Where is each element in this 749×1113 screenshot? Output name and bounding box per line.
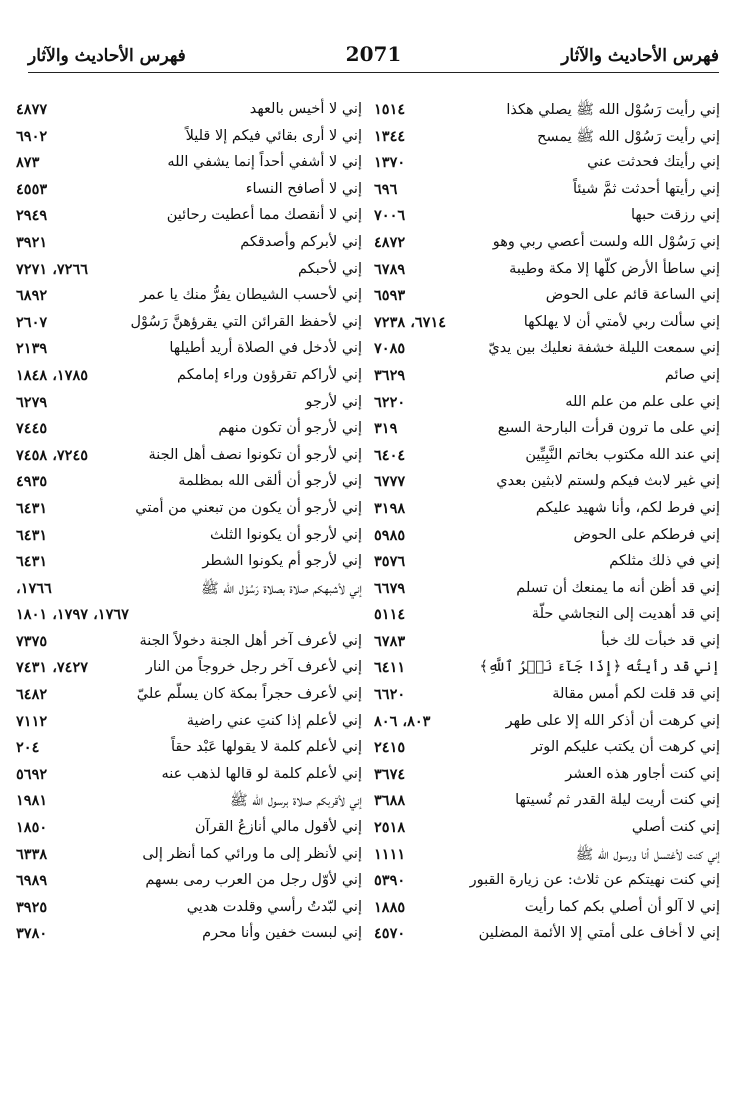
entry-reference: ١٥١٤ bbox=[374, 101, 406, 118]
entry-text: إني فرطكم على الحوض bbox=[573, 526, 720, 543]
entry-text: إني رأيت رَسُوْل الله ﷺ يصلي هكذا bbox=[506, 102, 720, 118]
entry-reference: ٧٢٦٦، ٧٢٧١ bbox=[16, 260, 89, 278]
entry-text: إني رأيتك فحدثت عني bbox=[587, 154, 720, 171]
entry-reference: ٤٨٧٢ bbox=[374, 233, 406, 251]
index-entry bbox=[16, 284, 362, 311]
index-entry bbox=[374, 125, 720, 152]
entry-reference: ٣٦٧٤ bbox=[374, 765, 406, 783]
entry-reference: ٦٤٨٢ bbox=[16, 686, 48, 704]
entry-text: إني غير لابث فيكم ولستم لابثين بعدي bbox=[496, 473, 720, 490]
entry-text: إني لا أنقصك مما أعطيت رحائين bbox=[166, 207, 362, 224]
entry-reference: ٥٦٩٢ bbox=[16, 765, 48, 783]
index-entry bbox=[374, 178, 720, 205]
entry-text: إني لأدخل في الصلاة أريد أطيلها bbox=[169, 340, 362, 357]
entry-text: إني لا آلو أن أصلي بكم كما رأيت bbox=[524, 898, 720, 915]
entry-text: إني لأوّل رجل من العرب رمى بسهم bbox=[145, 872, 362, 889]
entry-reference: ١٧٦٧، ١٧٩٧، ١٨٠١ bbox=[16, 606, 129, 624]
index-entry bbox=[374, 311, 720, 338]
entry-text: إني لأرجو أن ألقى الله بمظلمة bbox=[178, 473, 362, 490]
entry-text: إني لبست خفين وأنا محرم bbox=[202, 925, 362, 942]
entry-reference: ٧٣٧٥ bbox=[16, 632, 48, 650]
entry-text: إني كنت لأغتسل أنا ورسول الله ﷺ bbox=[575, 846, 720, 863]
index-entry bbox=[16, 258, 362, 285]
page-header bbox=[28, 38, 719, 73]
entry-text: إني قد قلت لكم أمس مقالة bbox=[552, 686, 720, 703]
entry-reference: ٤٥٧٠ bbox=[374, 925, 406, 943]
index-entry bbox=[16, 577, 362, 604]
index-entry bbox=[374, 98, 720, 125]
entry-reference: ٣١٩ bbox=[374, 420, 398, 438]
entry-reference: ٦٤٣١ bbox=[16, 526, 48, 544]
entry-text: إني لأعرف آخر أهل الجنة دخولاً الجنة bbox=[139, 632, 362, 649]
index-entry bbox=[374, 258, 720, 285]
entry-text: إني لأقربكم صلاة برسول الله ﷺ bbox=[230, 793, 362, 810]
index-entry bbox=[374, 789, 720, 816]
entry-text: إني كنت أجاور هذه العشر bbox=[565, 765, 720, 782]
entry-reference: ١٨٨٥ bbox=[374, 898, 406, 916]
entry-reference: ٢١٣٩ bbox=[16, 340, 48, 358]
entry-text: إني لأرجو أن يكونوا الثلث bbox=[210, 526, 362, 543]
entry-reference: ٣٦٨٨ bbox=[374, 792, 406, 810]
entry-reference: ٣٥٧٦ bbox=[374, 553, 406, 571]
entry-text: إني لأحسب الشيطان يفرُّ منك يا عمر bbox=[139, 287, 362, 304]
entry-reference: ٦٣٣٨ bbox=[16, 845, 48, 863]
index-entry bbox=[374, 524, 720, 551]
entry-reference: ٧٤٢٧، ٧٤٣١ bbox=[16, 659, 89, 677]
entry-text: إني كرهت أن أذكر الله إلا على طهر bbox=[505, 712, 720, 729]
index-entry bbox=[16, 789, 362, 816]
index-entry bbox=[374, 577, 720, 604]
index-entry bbox=[16, 391, 362, 418]
entry-text: إني لأرجو bbox=[305, 393, 362, 410]
entry-text: إني لأعرف حجراً بمكة كان يسلّم عليّ bbox=[136, 686, 362, 703]
entry-text: إني كرهت أن يكتب عليكم الوتر bbox=[531, 739, 720, 756]
index-entry bbox=[16, 656, 362, 683]
entry-reference: ٢٥١٨ bbox=[374, 819, 406, 837]
entry-text: إني الساعة قائم على الحوض bbox=[545, 287, 720, 304]
entry-reference: ٦٤٠٤ bbox=[374, 446, 406, 464]
index-entry bbox=[16, 763, 362, 790]
entry-text: إني لأقول مالي أنازعُ القرآن bbox=[194, 819, 362, 836]
index-entry bbox=[374, 417, 720, 444]
entry-reference: ٣٩٢١ bbox=[16, 233, 48, 251]
entry-text: إني لأعلم إذا كنتِ عني راضية bbox=[186, 712, 362, 729]
entry-reference: ٦٥٩٣ bbox=[374, 287, 406, 305]
entry-reference: ٢٩٤٩ bbox=[16, 207, 48, 225]
entry-reference: ٦٤٣١ bbox=[16, 553, 48, 571]
entry-reference: ٣٧٨٠ bbox=[16, 925, 48, 943]
index-entry bbox=[16, 497, 362, 524]
entry-text: إني قد أهديت إلى النجاشي حلّة bbox=[531, 606, 720, 623]
entry-text: إني رأيت رَسُوْل الله ﷺ يمسح bbox=[537, 128, 720, 145]
index-entry bbox=[16, 231, 362, 258]
index-entry bbox=[374, 550, 720, 577]
entry-reference: ١٧٨٥، ١٨٤٨ bbox=[16, 366, 89, 384]
entry-reference: ٦٢٧٩ bbox=[16, 393, 48, 411]
index-entry bbox=[374, 763, 720, 790]
index-entry bbox=[374, 337, 720, 364]
index-entry bbox=[374, 710, 720, 737]
entry-reference: ٤٨٧٧ bbox=[16, 101, 48, 118]
index-entry bbox=[374, 470, 720, 497]
entry-reference: ٦٧١٤، ٧٢٣٨ bbox=[374, 313, 447, 331]
entry-reference: ٥٣٩٠ bbox=[374, 872, 406, 890]
entry-text: إني في ذلك مثلكم bbox=[609, 553, 720, 570]
entry-reference: ٦٩٨٩ bbox=[16, 872, 48, 890]
entry-text: إني فرط لكم، وأنا شهيد عليكم bbox=[535, 499, 720, 516]
entry-reference: ١٣٤٤ bbox=[374, 127, 406, 145]
entry-reference: ٧٠٨٥ bbox=[374, 340, 406, 358]
entry-reference: ٤٥٥٣ bbox=[16, 180, 48, 198]
index-entry bbox=[16, 922, 362, 949]
entry-text: إني على علم من علم الله bbox=[565, 393, 720, 410]
entry-text: إني على ما ترون قرأت البارحة السبع bbox=[497, 420, 720, 437]
index-entry bbox=[374, 284, 720, 311]
index-entry bbox=[16, 151, 362, 178]
entry-reference: ٦٨٩٢ bbox=[16, 287, 48, 305]
entry-text: إني لأبركم وأصدقكم bbox=[240, 233, 362, 250]
entry-text: إني سألت ربي لأمتي أن لا يهلكها bbox=[523, 313, 720, 330]
entry-text: إني لأعلم كلمة لا يقولها عَبْد حقاً bbox=[170, 739, 362, 756]
index-entry bbox=[374, 364, 720, 391]
index-entry bbox=[16, 630, 362, 657]
index-entry bbox=[16, 364, 362, 391]
index-entry bbox=[16, 843, 362, 870]
entry-text: إني لأشبهكم صلاة بصلاة رَسُوْل الله ﷺ bbox=[201, 580, 362, 597]
entry-reference: ٣٦٢٩ bbox=[374, 366, 406, 384]
entry-text: إني كنت نهيتكم عن ثلاث: عن زيارة القبور bbox=[469, 872, 720, 889]
header-left-title: فهرس الأحاديث والآثار bbox=[28, 46, 186, 66]
index-entry bbox=[16, 896, 362, 923]
entry-text: إني لأحفظ القرائن التي يقرؤهنَّ رَسُوْل bbox=[130, 313, 362, 330]
entry-reference: ١١١١ bbox=[374, 845, 406, 863]
entry-text: إني لأراكم تقرؤون وراء إمامكم bbox=[177, 366, 362, 383]
entry-text: إني لا أرى بقائي فيكم إلا قليلاً bbox=[185, 127, 362, 144]
entry-reference: ٢٠٤ bbox=[16, 739, 40, 757]
entry-reference: ٨٧٣ bbox=[16, 154, 40, 172]
right-column bbox=[374, 98, 720, 949]
entry-text: إني لا أخاف على أمتي إلا الأئمة المضلين bbox=[478, 925, 720, 942]
index-entry bbox=[374, 603, 720, 630]
entry-reference: ٤٩٣٥ bbox=[16, 473, 48, 491]
entry-text: إني لأعرف آخر رجل خروجاً من النار bbox=[145, 659, 362, 676]
entry-reference: ٧١١٢ bbox=[16, 712, 48, 730]
index-entry bbox=[374, 204, 720, 231]
entry-reference: ٣٩٢٥ bbox=[16, 898, 48, 916]
entry-text: إني لأعلم كلمة لو قالها لذهب عنه bbox=[161, 765, 362, 782]
entry-reference: ٧٤٤٥ bbox=[16, 420, 48, 438]
entry-reference: ٦٧٧٧ bbox=[374, 473, 406, 491]
entry-reference: ١٨٥٠ bbox=[16, 819, 48, 837]
entry-text: إني لبّدتُ رأسي وقلدت هديي bbox=[186, 898, 362, 915]
entry-reference: ١٣٧٠ bbox=[374, 154, 406, 172]
entry-reference: ٦٦٢٠ bbox=[374, 686, 406, 704]
entry-reference: ٦٤٣١ bbox=[16, 499, 48, 517]
index-entry bbox=[16, 178, 362, 205]
entry-reference: ٧٠٠٦ bbox=[374, 207, 406, 225]
entry-reference: ١٧٦٦، bbox=[16, 579, 52, 597]
entry-text: إني رزقت حبها bbox=[631, 207, 720, 224]
index-entry bbox=[16, 417, 362, 444]
entry-reference: ٧٢٤٥، ٧٤٥٨ bbox=[16, 446, 89, 464]
index-entry bbox=[16, 470, 362, 497]
entry-text: إني عند الله مكتوب بخاتم النَّبِيِّين bbox=[525, 446, 720, 463]
index-entry bbox=[16, 816, 362, 843]
entry-reference: ٦٩٠٢ bbox=[16, 127, 48, 145]
index-entry bbox=[374, 391, 720, 418]
index-entry bbox=[374, 497, 720, 524]
index-entry bbox=[16, 125, 362, 152]
entry-reference: ٥٩٨٥ bbox=[374, 526, 406, 544]
index-entry bbox=[374, 656, 720, 683]
index-entry bbox=[374, 736, 720, 763]
header-right-title: فهرس الأحاديث والآثار bbox=[561, 46, 719, 66]
index-entry bbox=[374, 869, 720, 896]
entry-text: إني لأرجو أن تكون منهم bbox=[218, 420, 362, 437]
index-entry bbox=[16, 98, 362, 125]
index-entry bbox=[16, 444, 362, 471]
index-entry bbox=[374, 843, 720, 870]
index-entry bbox=[374, 922, 720, 949]
index-entry bbox=[16, 204, 362, 231]
entry-text: إني سمعت الليلة خشفة نعليك بين يديّ bbox=[488, 340, 720, 357]
index-entry bbox=[374, 630, 720, 657]
entry-text: إني ساطأ الأرض كلّها إلا مكة وطيبة bbox=[509, 260, 720, 277]
entry-text: إني لأرجو أن يكون من تبعني من أمتي bbox=[135, 499, 362, 516]
left-column bbox=[16, 98, 362, 949]
index-entry bbox=[16, 736, 362, 763]
index-entry bbox=[16, 603, 362, 630]
entry-reference: ٨٠٣، ٨٠٦ bbox=[374, 712, 431, 730]
entry-text: إني قد خبأت لك خبأ bbox=[601, 632, 720, 649]
entry-reference: ٣١٩٨ bbox=[374, 499, 406, 517]
entry-reference: ٦٧٨٩ bbox=[374, 260, 406, 278]
entry-text: إني لا أشفي أحداً إنما يشفي الله bbox=[167, 154, 362, 171]
index-entry bbox=[374, 896, 720, 923]
index-entry bbox=[374, 683, 720, 710]
index-entry bbox=[16, 311, 362, 338]
index-entry bbox=[16, 869, 362, 896]
entry-reference: ٦٦٧٩ bbox=[374, 579, 406, 597]
entry-text: إني لأرجو أن تكونوا نصف أهل الجنة bbox=[148, 446, 362, 463]
entry-text: إني لأنظر إلى ما ورائي كما أنظر إلى bbox=[142, 845, 362, 862]
index-entry bbox=[374, 231, 720, 258]
entry-reference: ٢٤١٥ bbox=[374, 739, 406, 757]
entry-reference: ٢٦٠٧ bbox=[16, 313, 48, 331]
entry-reference: ٦٤١١ bbox=[374, 659, 406, 677]
entry-reference: ٦٧٨٣ bbox=[374, 632, 406, 650]
entry-text: إني لأحبكم bbox=[297, 260, 362, 277]
entry-text: إني صائم bbox=[664, 366, 720, 383]
page-number: 2071 bbox=[345, 42, 402, 66]
entry-text: إني كنت أريت ليلة القدر ثم نُسيتها bbox=[515, 792, 720, 809]
entry-text: إني لأرجو أم يكونوا الشطر bbox=[202, 553, 362, 570]
entry-text: إني لا أخيس بالعهد bbox=[249, 101, 362, 117]
index-entry bbox=[16, 524, 362, 551]
entry-text: إني رأيتها أحدثت ثمَّ شيئاً bbox=[572, 180, 720, 197]
index-entry bbox=[374, 816, 720, 843]
entry-text: إني لا أصافح النساء bbox=[245, 180, 362, 197]
index-entry bbox=[374, 444, 720, 471]
entry-reference: ٥١١٤ bbox=[374, 606, 406, 624]
entry-reference: ٦٢٢٠ bbox=[374, 393, 406, 411]
index-entry bbox=[16, 710, 362, 737]
index-entry bbox=[374, 151, 720, 178]
entry-text: إني كنت أصلي bbox=[631, 819, 720, 836]
entry-text: إني قد رأيتُه ﴿إِذَا جَآءَ نَصۡرُ ٱللَّهِ﴾ bbox=[479, 659, 720, 676]
entry-text: إني رَسُوْل الله ولست أعصي ربي وهو bbox=[492, 233, 720, 250]
index-entry bbox=[16, 683, 362, 710]
entry-reference: ٦٩٦ bbox=[374, 180, 398, 198]
index-entry bbox=[16, 550, 362, 577]
entry-reference: ١٩٨١ bbox=[16, 792, 48, 810]
entry-text: إني قد أظن أنه ما يمنعك أن تسلم bbox=[516, 579, 720, 596]
index-entry bbox=[16, 337, 362, 364]
